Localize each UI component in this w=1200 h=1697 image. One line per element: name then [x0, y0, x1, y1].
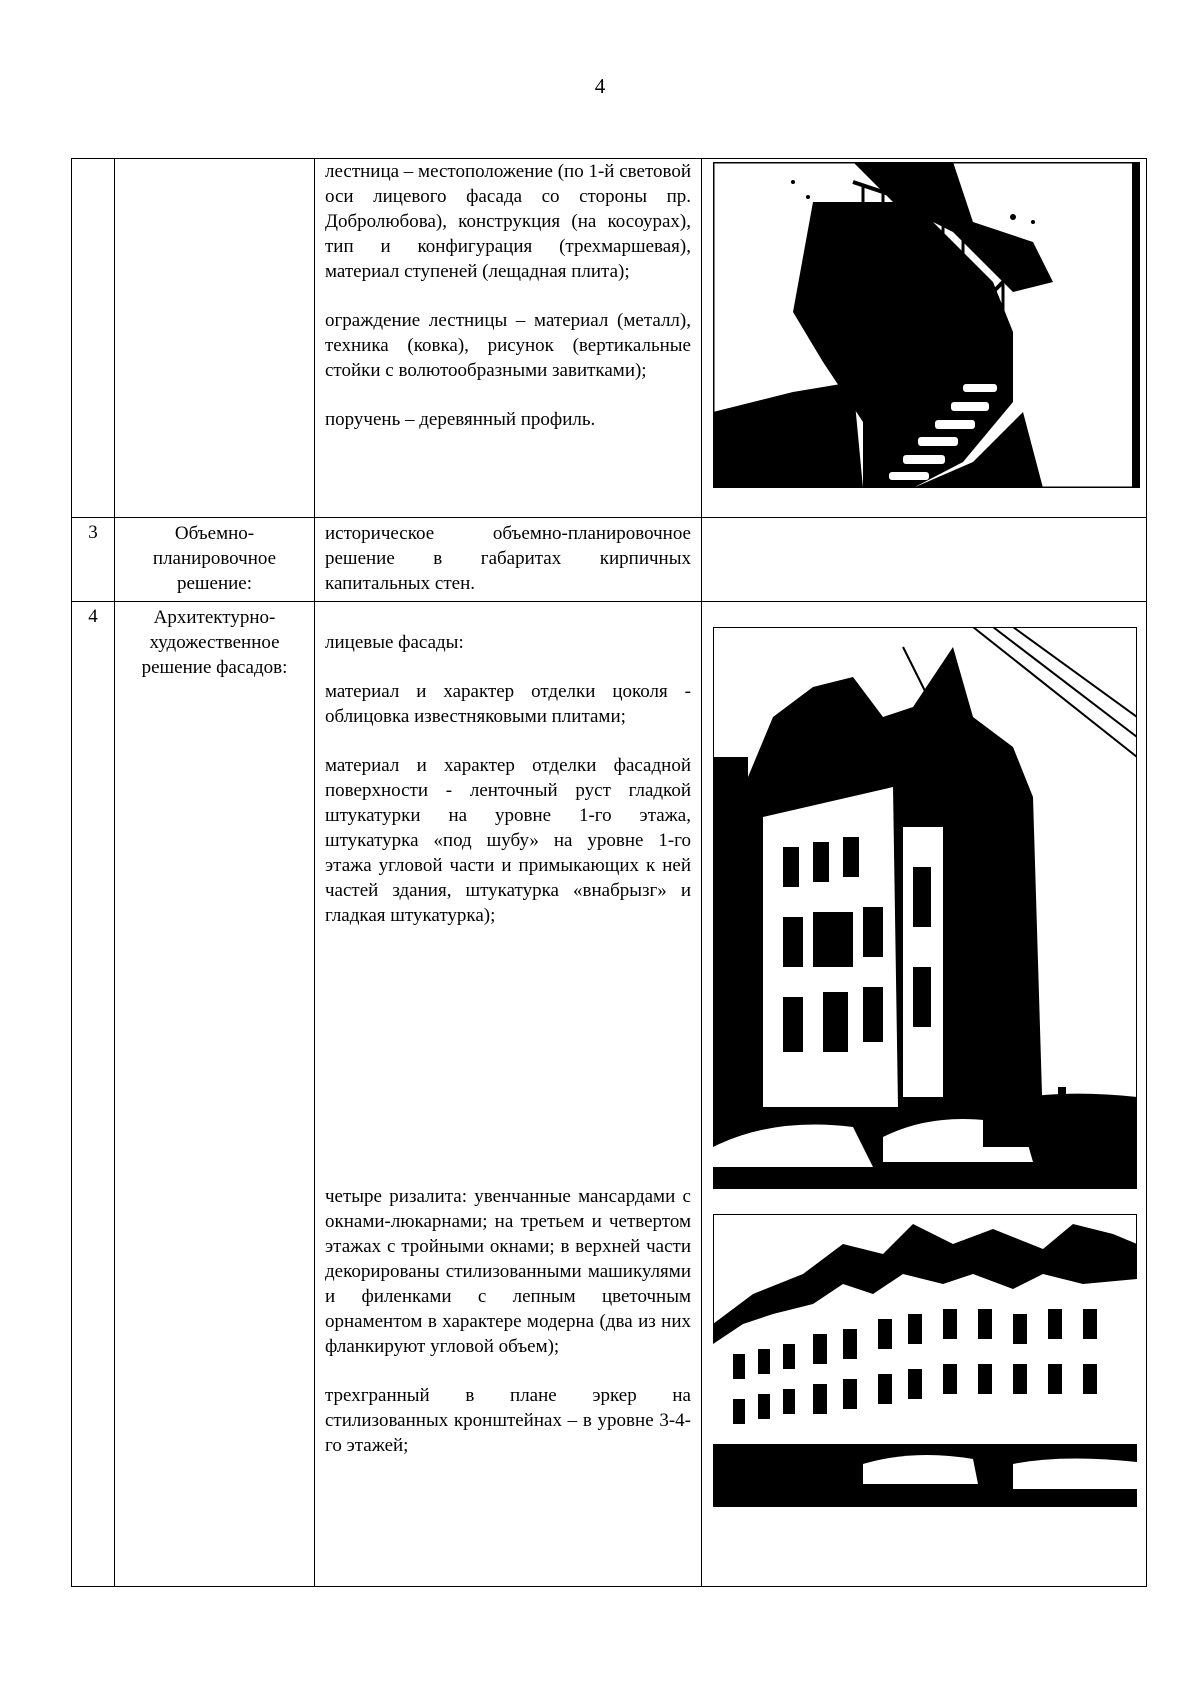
row-number-cell: 3 — [72, 518, 115, 602]
description-cell — [315, 518, 702, 602]
paragraph: историческое объемно-планировочное решение в габаритах кирпичных капитальных стен. — [325, 523, 691, 594]
table-row — [72, 159, 1147, 518]
page-number: 4 — [594, 74, 606, 98]
row-name-cell — [115, 159, 315, 518]
paragraph: трехгранный в плане эркер на стилизованных кронштейнах – в уровне 3-4-го этажей; — [325, 1385, 691, 1456]
paragraph: лицевые фасады: — [325, 632, 464, 653]
paragraph: четыре ризалита: увенчанные мансардами с окнами-люкарнами; на третьем и четвертом этажах с тройными окнами; в верхней части декорированы стилизованными машикулями и филенками с лепным цветочным орнаментом в характере модерна (два из них фланкируют угловой объем); — [325, 1186, 691, 1357]
row-name-cell: Архитектурно-художественное решение фасадов: — [115, 602, 315, 1587]
table-row — [72, 602, 1147, 1587]
paragraph: ограждение лестницы – материал (металл), техника (ковка), рисунок (вертикальные стойки с волютообразными завитками); — [325, 310, 691, 381]
photo-cell — [702, 159, 1147, 518]
paragraph: материал и характер отделки цоколя - облицовка известняковыми плитами; — [325, 681, 691, 727]
paragraph: поручень – деревянный профиль. — [325, 409, 596, 430]
corner-building-photo — [713, 627, 1137, 1189]
description-cell — [315, 159, 702, 518]
row-number-cell — [72, 159, 115, 518]
staircase-photo — [713, 162, 1140, 488]
description-cell — [315, 602, 702, 1587]
table-row — [72, 518, 1147, 602]
paragraph: лестница – местоположение (по 1-й световой оси лицевого фасада со стороны пр. Добролюбова), конструкция (на косоурах), тип и конфигурация (трехмаршевая), материал ступеней (лещадная плита); — [325, 161, 692, 282]
monument-table — [71, 158, 1147, 1587]
photo-cell — [702, 518, 1147, 602]
street-facade-photo — [713, 1214, 1137, 1507]
row-name-cell: Объемно-планировочное решение: — [115, 518, 315, 602]
row-number-cell: 4 — [72, 602, 115, 1587]
photo-cell — [702, 602, 1147, 1587]
paragraph: материал и характер отделки фасадной поверхности - ленточный руст гладкой штукатурки на уровне 1-го этажа, штукатурка «под шубу» на уровне 1-го этажа угловой части и примыкающих к ней частей здания, штукатурка «внабрызг» и гладкая штукатурка); — [325, 755, 691, 926]
